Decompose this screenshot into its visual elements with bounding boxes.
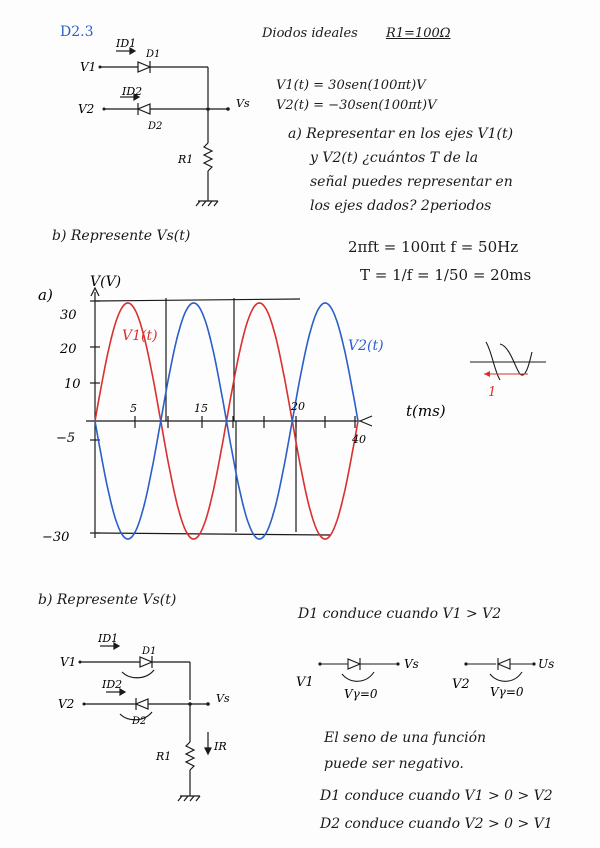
series-2-point [226, 420, 228, 422]
series-2-point [193, 302, 195, 304]
series-1-point [259, 302, 261, 304]
note-line2: puede ser negativo. [324, 756, 464, 772]
series-2-point [341, 337, 343, 339]
condition-d2: D2 conduce cuando V2 > 0 > V1 [320, 816, 553, 832]
mini-label: 1 [488, 385, 497, 400]
part-a-label: a) [38, 286, 53, 304]
series-1-point [275, 337, 277, 339]
page-title: Diodos ideales [262, 26, 358, 41]
condition-d1: D1 conduce cuando V1 > 0 > V2 [320, 788, 553, 804]
series-2-point [144, 504, 146, 506]
diag-vs2: Us [538, 657, 555, 671]
ytick-30: 30 [60, 308, 77, 323]
legend-v1: V1(t) [122, 328, 158, 344]
bottom-label-r1: R1 [156, 750, 172, 763]
series-2-point [275, 504, 277, 506]
voltage-plot [0, 270, 600, 570]
series-1-point [341, 504, 343, 506]
ytick-20: 20 [60, 342, 77, 357]
circuit-top [70, 35, 270, 215]
bottom-label-ir: IR [214, 740, 227, 753]
part-b-heading: b) Represente Vs(t) [38, 592, 177, 608]
label-vs: Vs [236, 97, 250, 110]
question-a-line3: señal puedes representar en [310, 174, 513, 190]
equation-v1: V1(t) = 30sen(100πt)V [276, 78, 426, 93]
ytick-m5: −5 [56, 431, 76, 446]
series-2-point [176, 337, 178, 339]
series-1-point [324, 538, 326, 540]
xtick-40: 40 [352, 433, 366, 446]
series-2-point [111, 504, 113, 506]
bottom-label-vs: Vs [216, 692, 230, 705]
question-b-label: b) Represente Vs(t) [52, 228, 191, 244]
diag-vgamma1: Vγ=0 [344, 687, 378, 701]
series-2-point [308, 337, 310, 339]
series-2-point [357, 420, 359, 422]
ytick-10: 10 [64, 377, 81, 392]
diag-vgamma2: Vγ=0 [490, 685, 524, 699]
series-1-point [193, 538, 195, 540]
label-r1: R1 [178, 153, 194, 166]
bottom-label-d1: D1 [142, 646, 157, 657]
bottom-label-v1: V1 [60, 655, 77, 669]
yaxis-label: V(V) [90, 274, 122, 290]
problem-id: D2.3 [60, 24, 94, 40]
series-1-point [176, 504, 178, 506]
note-line1: El seno de una función [324, 730, 487, 746]
series-1-point [209, 504, 211, 506]
circuit-bottom [50, 628, 270, 808]
xaxis-label: t(ms) [406, 402, 446, 420]
legend-v2: V2(t) [348, 338, 384, 354]
question-a-line4: los ejes dados? 2periodos [310, 198, 492, 214]
label-v1: V1 [80, 60, 97, 74]
bottom-label-id2: ID2 [102, 678, 123, 691]
xtick-15: 15 [194, 402, 208, 415]
series-1-point [308, 504, 310, 506]
series-2-point [242, 504, 244, 506]
d1-condition: D1 conduce cuando V1 > V2 [298, 606, 502, 622]
equation-v2: V2(t) = −30sen(100πt)V [276, 98, 437, 113]
period-line: T = 1/f = 1/50 = 20ms [360, 266, 532, 284]
xtick-20: 20 [291, 400, 305, 413]
ytick-m30: −30 [42, 530, 70, 545]
series-2-point [209, 337, 211, 339]
bottom-label-id1: ID1 [98, 632, 119, 645]
label-id2: ID2 [122, 85, 143, 98]
frequency-line: 2πft = 100πt f = 50Hz [348, 238, 519, 256]
diag-vs1: Vs [404, 657, 419, 671]
bottom-label-d2: D2 [132, 716, 147, 727]
series-1-point [242, 337, 244, 339]
diag-v1: V1 [296, 675, 314, 690]
label-v2: V2 [78, 102, 95, 116]
series-2-point [292, 420, 294, 422]
series-2-point [94, 420, 96, 422]
series-2-point [160, 420, 162, 422]
series-2-point [324, 302, 326, 304]
series-2-point [259, 538, 261, 540]
mini-sine-sketch [470, 342, 546, 400]
label-d2: D2 [148, 121, 163, 132]
resistor-value: R1=100Ω [386, 26, 451, 41]
bottom-label-v2: V2 [58, 697, 75, 711]
diag-v2: V2 [452, 677, 470, 692]
label-d1: D1 [146, 49, 161, 60]
diode-equivalents [290, 640, 570, 710]
label-id1: ID1 [116, 37, 137, 50]
series-1-point [111, 337, 113, 339]
series-1-point [127, 302, 129, 304]
question-a-line1: a) Representar en los ejes V1(t) [288, 126, 514, 142]
series-2-point [127, 538, 129, 540]
xtick-5: 5 [130, 402, 137, 415]
question-a-line2: y V2(t) ¿cuántos T de la [310, 150, 479, 166]
